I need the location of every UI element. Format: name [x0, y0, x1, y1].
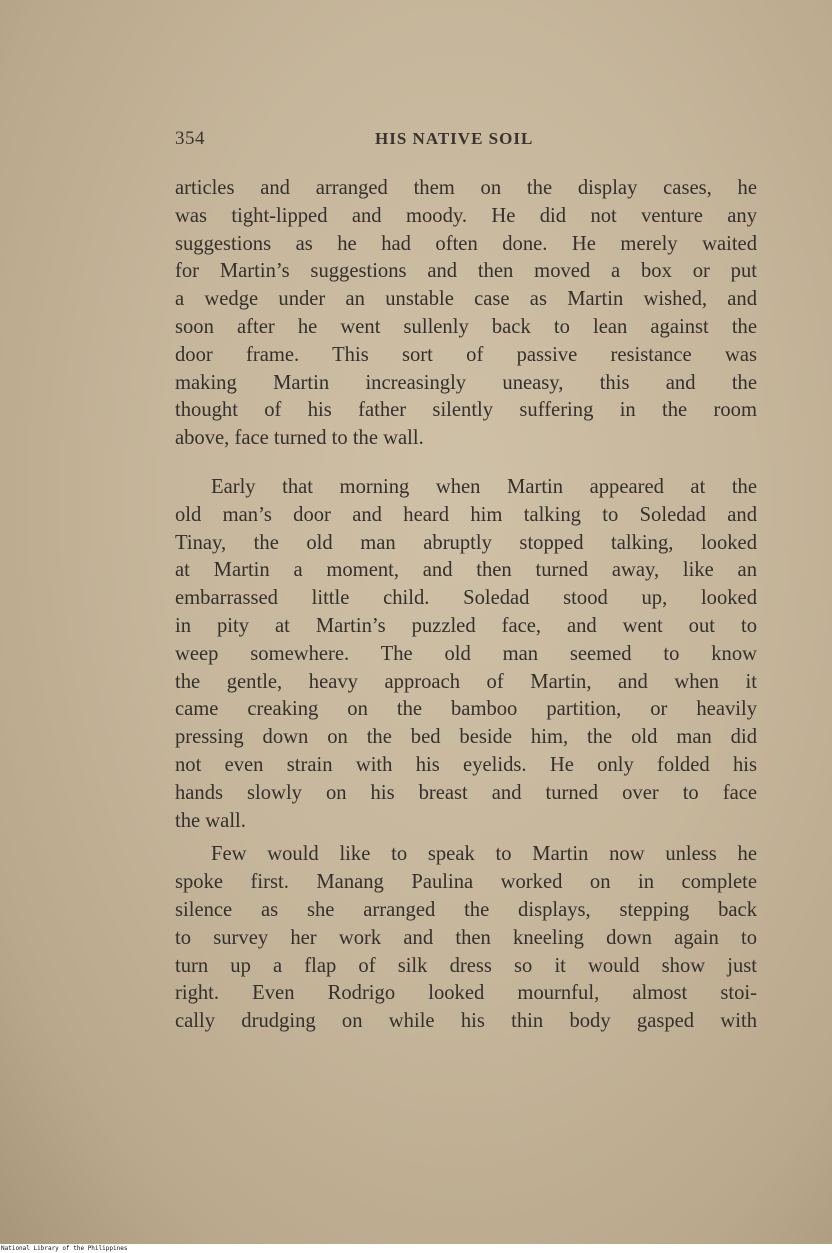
text-line: a wedge under an unstable case as Martin wished, and: [175, 288, 757, 311]
text-line: pressing down on the bed beside him, the old man did: [175, 726, 757, 749]
text-line: cally drudging on while his thin body gasped with: [175, 1010, 757, 1033]
text-line: old man’s door and heard him talking to Soledad and: [175, 503, 757, 526]
text-line: in pity at Martin’s puzzled face, and went out to: [175, 614, 757, 637]
text-line: spoke first. Manang Paulina worked on in complete: [175, 871, 757, 894]
text-line: Tinay, the old man abruptly stopped talking, looked: [175, 531, 757, 554]
text-line: thought of his father silently suffering in the room: [175, 399, 757, 422]
text-line: turn up a flap of silk dress so it would show just: [175, 954, 757, 977]
text-line: weep somewhere. The old man seemed to know: [175, 642, 757, 665]
text-line: not even strain with his eyelids. He only folded his: [175, 753, 757, 776]
text-line: was tight-lipped and moody. He did not venture any: [175, 204, 757, 227]
library-credit: National Library of the Philippines: [1, 1245, 128, 1252]
text-line: silence as she arranged the displays, stepping back: [175, 898, 757, 921]
body-text: [175, 175, 757, 1036]
page-number: 354: [175, 128, 205, 149]
text-line: at Martin a moment, and then turned away, like an: [175, 559, 757, 582]
paragraph-3: [175, 841, 757, 1036]
text-line: Early that morning when Martin appeared at the: [211, 475, 757, 498]
paragraph-2: [175, 474, 757, 835]
text-line: hands slowly on his breast and turned over to face: [175, 781, 757, 804]
text-line: the gentle, heavy approach of Martin, and when it: [175, 670, 757, 693]
text-line: the wall.: [175, 809, 246, 832]
text-line: door frame. This sort of passive resistance was: [175, 343, 757, 366]
text-line: above, face turned to the wall.: [175, 427, 424, 450]
text-line: for Martin’s suggestions and then moved a box or put: [175, 260, 757, 283]
text-line: suggestions as he had often done. He merely waited: [175, 232, 757, 255]
book-title: HIS NATIVE SOIL: [375, 129, 534, 148]
text-line: came creaking on the bamboo partition, or heavily: [175, 698, 757, 721]
paragraph-gap: [175, 453, 757, 474]
text-line: Few would like to speak to Martin now unless he: [211, 843, 757, 866]
text-line: embarrassed little child. Soledad stood up, looked: [175, 587, 757, 610]
paragraph-1: [175, 175, 757, 453]
text-line: making Martin increasingly uneasy, this and the: [175, 371, 757, 394]
text-line: articles and arranged them on the display cases, he: [175, 177, 757, 199]
text-line: to survey her work and then kneeling down again to: [175, 926, 757, 949]
running-head: [175, 128, 757, 152]
text-line: right. Even Rodrigo looked mournful, almost stoi-: [175, 982, 757, 1005]
text-line: soon after he went sullenly back to lean against the: [175, 315, 757, 338]
